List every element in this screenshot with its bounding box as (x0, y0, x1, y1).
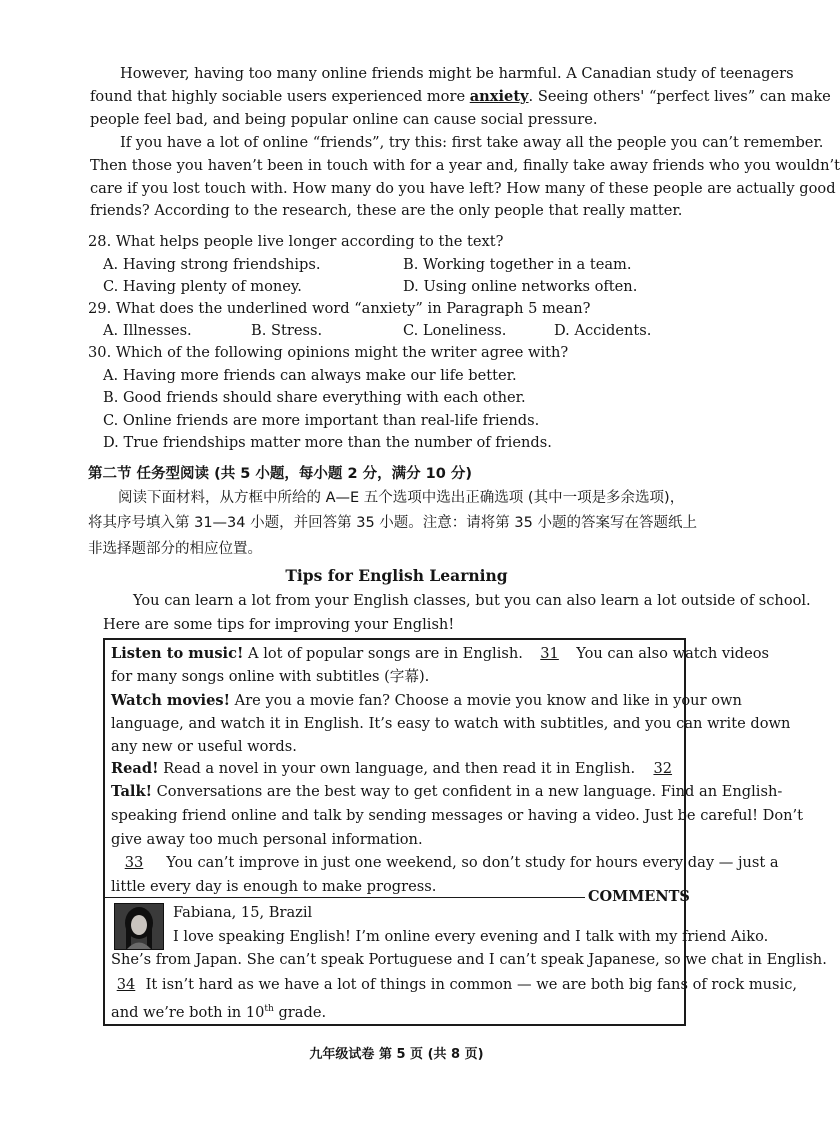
question-stem-28: 28. What helps people live longer according to the text? (88, 233, 504, 250)
paragraph-line: people feel bad, and being popular online can cause social pressure. (90, 111, 598, 128)
superscript: th (264, 1004, 274, 1014)
tip-line: give away too much personal information. (111, 831, 423, 848)
comment-line: I love speaking English! I’m online every evening and I talk with my friend Aiko. (173, 928, 769, 945)
text-segment: Read a novel in your own language, and then read it in English. (158, 760, 640, 777)
tip-listen (111, 643, 769, 666)
option-28b: B. Working together in a team. (403, 256, 632, 273)
tip-label: Watch movies! (111, 692, 231, 709)
text-segment: . Seeing others' “perfect lives” can make (528, 88, 831, 105)
person-portrait-icon (115, 904, 163, 949)
option-30c: C. Online friends are more important than real-life friends. (103, 412, 540, 429)
option-29d: D. Accidents. (554, 322, 652, 339)
commenter-name: Fabiana, 15, Brazil (173, 904, 313, 921)
option-30b: B. Good friends should share everything with each other. (103, 389, 526, 406)
instruction-line: 非选择题部分的相应位置。 (88, 541, 262, 557)
tips-title: Tips for English Learning (285, 566, 508, 585)
text-segment: You can’t improve in just one weekend, so don’t study for hours every day — just a (166, 854, 779, 871)
text-segment: found that highly sociable users experienced more (90, 88, 470, 105)
page-footer: 九年级试卷 第 5 页 (共 8 页) (309, 1047, 484, 1062)
paragraph-line: However, having too many online friends might be harmful. A Canadian study of teenagers (120, 65, 794, 82)
paragraph-line: If you have a lot of online “friends”, try this: first take away all the people you can’t remember. (120, 134, 824, 151)
paragraph-line (90, 86, 831, 109)
blank-33: 33 (124, 854, 144, 871)
text-segment: A lot of popular songs are in English. (243, 645, 528, 662)
paragraph-line: care if you lost touch with. How many do you have left? How many of these people are actually good (90, 180, 836, 197)
tip-last (111, 852, 779, 875)
instruction-line: 阅读下面材料，从方框中所给的 A—E 五个选项中选出正确选项 (其中一项是多余选项)， (118, 490, 685, 506)
question-stem-29: 29. What does the underlined word “anxiety” in Paragraph 5 mean? (88, 300, 591, 317)
text-segment: grade. (273, 1003, 327, 1021)
comments-label: COMMENTS (588, 888, 690, 905)
question-stem-30: 30. Which of the following opinions might the writer agree with? (88, 344, 569, 361)
tip-line: any new or useful words. (111, 738, 297, 755)
tip-watch (111, 690, 742, 713)
comment-line (111, 974, 797, 997)
text-segment: Are you a movie fan? Choose a movie you know and like in your own (230, 692, 742, 709)
tips-intro-line: Here are some tips for improving your English! (103, 616, 455, 633)
comment-line: She’s from Japan. She can’t speak Portuguese and I can’t speak Japanese, so we chat in English. (111, 951, 827, 968)
paragraph-line: friends? According to the research, these are the only people that really matter. (90, 202, 683, 219)
section-heading: 第二节 任务型阅读 (共 5 小题，每小题 2 分，满分 10 分) (88, 466, 472, 482)
tip-read (111, 758, 686, 781)
tip-label: Read! (111, 760, 159, 777)
tip-label: Talk! (111, 783, 152, 800)
tip-line: speaking friend online and talk by sending messages or having a video. Just be careful! Don’t (111, 807, 804, 824)
text-segment: and we’re both in 10 (111, 1003, 265, 1021)
tip-line: language, and watch it in English. It’s easy to watch with subtitles, and you can write down (111, 715, 791, 732)
commenter-avatar (114, 903, 164, 950)
tip-label: Listen to music! (111, 645, 244, 662)
tip-line: for many songs online with subtitles (字幕). (111, 668, 430, 685)
option-28c: C. Having plenty of money. (103, 278, 302, 295)
option-28d: D. Using online networks often. (403, 278, 638, 295)
tip-line: little every day is enough to make progress. (111, 878, 437, 895)
instruction-line: 将其序号填入第 31—34 小题，并回答第 35 小题。注意：请将第 35 小题的答案写在答题纸上 (88, 515, 697, 531)
text-segment: Conversations are the best way to get confident in a new language. Find an English- (151, 783, 783, 800)
underlined-word-anxiety: anxiety (469, 88, 529, 105)
blank-34: 34 (116, 976, 136, 993)
option-30a: A. Having more friends can always make our life better. (103, 367, 517, 384)
text-segment: It isn’t hard as we have a lot of things in common — we are both big fans of rock music, (141, 976, 798, 993)
comments-divider (105, 897, 585, 898)
tips-intro-line: You can learn a lot from your English classes, but you can also learn a lot outside of school. (133, 592, 811, 609)
text-segment: You can also watch videos (571, 645, 770, 662)
blank-31: 31 (540, 645, 559, 662)
option-28a: A. Having strong friendships. (103, 256, 321, 273)
option-30d: D. True friendships matter more than the number of friends. (103, 434, 552, 451)
tip-talk (111, 781, 782, 804)
comment-line (111, 998, 326, 1024)
option-29a: A. Illnesses. (103, 322, 192, 339)
option-29c: C. Loneliness. (403, 322, 507, 339)
blank-32: 32 (653, 760, 673, 777)
option-29b: B. Stress. (251, 322, 323, 339)
paragraph-line: Then those you haven’t been in touch with for a year and, finally take away friends who you wouldn’t (90, 157, 840, 174)
